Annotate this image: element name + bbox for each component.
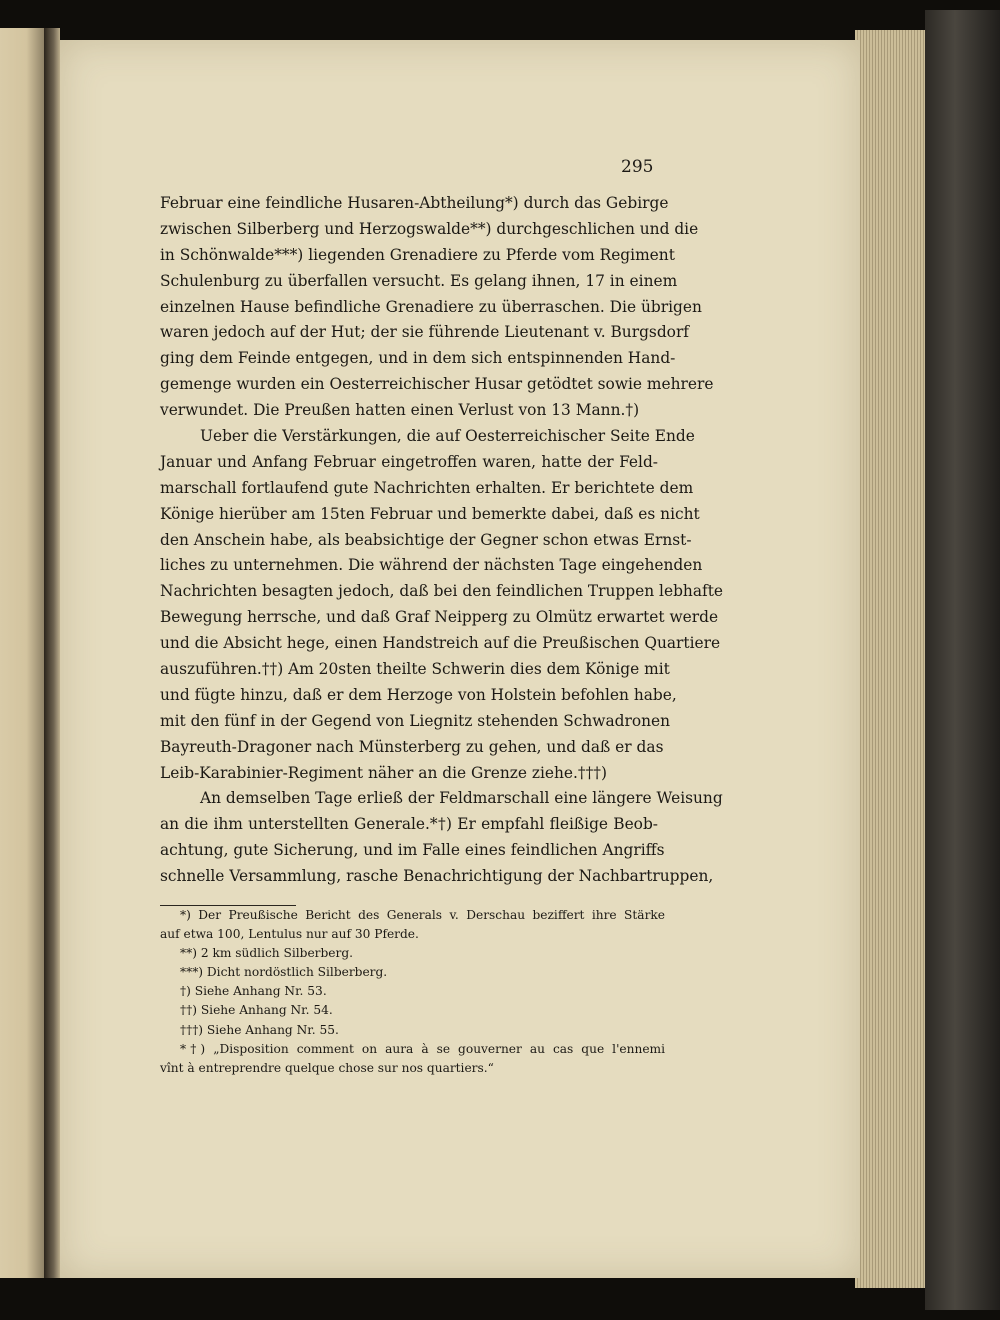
footnote-line: †††) Siehe Anhang Nr. 55. <box>180 1022 339 1037</box>
text-line: Ueber die Verstärkungen, die auf Oesterreichischer Seite Ende <box>200 427 695 446</box>
text-line: Bewegung herrsche, und daß Graf Neipperg zu Olmütz erwartet werde <box>160 608 719 627</box>
text-line: den Anschein habe, als beabsichtige der Gegner schon etwas Ernst- <box>160 530 692 549</box>
text-line: Januar und Anfang Februar eingetroffen waren, hatte der Feld- <box>160 452 658 471</box>
book-cover <box>925 10 1000 1310</box>
footnote-line: ***) Dicht nordöstlich Silberberg. <box>180 965 388 980</box>
book-gutter <box>44 28 60 1278</box>
text-line: schnelle Versammlung, rasche Benachrichtigung der Nachbartruppen, <box>160 867 714 886</box>
text-line: Nachrichten besagten jedoch, daß bei den feindlichen Truppen lebhafte <box>160 582 724 601</box>
text-line: in Schönwalde***) liegenden Grenadiere zu Pferde vom Regiment <box>160 245 675 264</box>
text-line: zwischen Silberberg und Herzogswalde**) durchgeschlichen und die <box>160 219 699 238</box>
text-line: Leib-Karabinier-Regiment näher an die Grenze ziehe.†††) <box>160 763 607 782</box>
text-line: marschall fortlaufend gute Nachrichten erhalten. Er berichtete dem <box>160 478 694 497</box>
page-edges <box>855 30 925 1288</box>
text-line: Februar eine feindliche Husaren-Abtheilung*) durch das Gebirge <box>160 194 669 212</box>
text-line: An demselben Tage erließ der Feldmarschall eine längere Weisung <box>200 789 723 808</box>
text-line: und die Absicht hege, einen Handstreich auf die Preußischen Quartiere <box>160 634 721 653</box>
footnote-line: *†) „Disposition comment on aura à se gouverner au cas que l'ennemi <box>180 1041 665 1056</box>
footnote-line: vînt à entreprendre quelque chose sur nos quartiers.“ <box>160 1060 494 1075</box>
body-text <box>160 191 724 890</box>
text-line: Könige hierüber am 15ten Februar und bemerkte dabei, daß es nicht <box>160 504 700 523</box>
footnote-line: ††) Siehe Anhang Nr. 54. <box>180 1003 333 1018</box>
text-line: ging dem Feinde entgegen, und in dem sich entspinnenden Hand- <box>160 349 676 368</box>
text-line: mit den fünf in der Gegend von Liegnitz stehenden Schwadronen <box>160 711 671 730</box>
text-line: an die ihm unterstellten Generale.*†) Er empfahl fleißige Beob- <box>160 815 658 834</box>
text-line: achtung, gute Sicherung, und im Falle eines feindlichen Angriffs <box>160 841 665 860</box>
left-page-edge <box>0 28 44 1278</box>
text-line: und fügte hinzu, daß er dem Herzoge von Holstein befohlen habe, <box>160 685 677 704</box>
text-line: waren jedoch auf der Hut; der sie führende Lieutenant v. Burgsdorf <box>160 323 689 342</box>
footnote-line: †) Siehe Anhang Nr. 53. <box>180 984 327 999</box>
text-line: gemenge wurden ein Oesterreichischer Husar getödtet sowie mehrere <box>160 375 714 394</box>
text-line: verwundet. Die Preußen hatten einen Verlust von 13 Mann.†) <box>160 401 640 420</box>
footnote-line: auf etwa 100, Lentulus nur auf 30 Pferde. <box>160 927 419 942</box>
footnote-line: **) 2 km südlich Silberberg. <box>180 946 354 961</box>
page-number: 295 <box>621 157 654 177</box>
text-line: auszuführen.††) Am 20sten theilte Schwerin dies dem Könige mit <box>160 660 670 679</box>
footnotes <box>160 906 665 1078</box>
footnote-line: *) Der Preußische Bericht des Generals v. Derschau beziffert ihre Stärke <box>180 908 665 922</box>
text-line: einzelnen Hause befindliche Grenadiere zu überraschen. Die übrigen <box>160 297 702 316</box>
text-line: Bayreuth-Dragoner nach Münsterberg zu gehen, und daß er das <box>160 737 664 756</box>
text-line: Schulenburg zu überfallen versucht. Es gelang ihnen, 17 in einem <box>160 271 678 290</box>
text-line: liches zu unternehmen. Die während der nächsten Tage eingehenden <box>160 556 703 575</box>
